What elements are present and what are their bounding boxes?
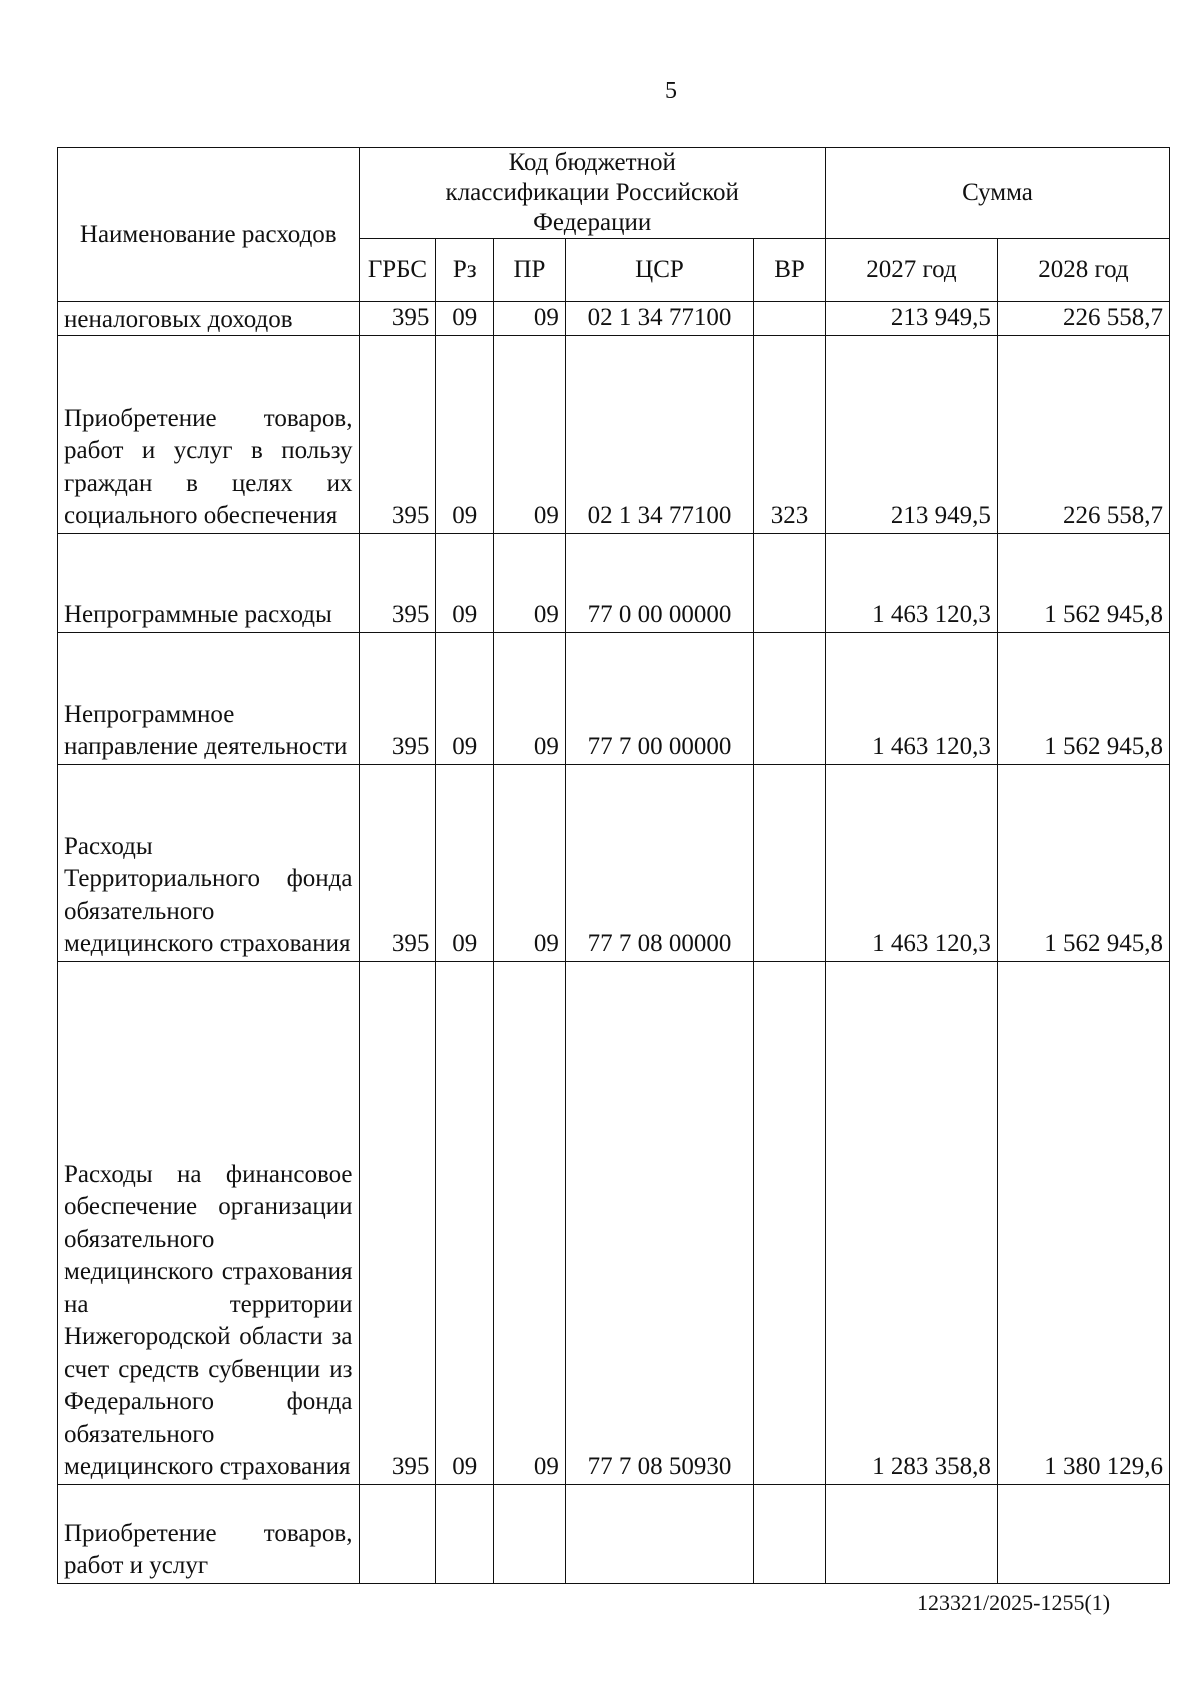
row-pr: 09 bbox=[494, 533, 566, 632]
header-pr: ПР bbox=[494, 239, 566, 302]
row-vr bbox=[754, 302, 826, 336]
row-vr bbox=[754, 632, 826, 764]
header-2028: 2028 год bbox=[997, 239, 1169, 302]
row-vr bbox=[754, 533, 826, 632]
table-row bbox=[58, 302, 1170, 336]
table-row bbox=[58, 335, 1170, 533]
table-row bbox=[58, 533, 1170, 632]
row-csr: 77 7 08 00000 bbox=[565, 764, 753, 961]
row-grbs: 395 bbox=[359, 961, 436, 1484]
row-vr bbox=[754, 1484, 826, 1583]
header-vr: ВР bbox=[754, 239, 826, 302]
table-row bbox=[58, 764, 1170, 961]
row-csr bbox=[565, 1484, 753, 1583]
header-grbs: ГРБС bbox=[359, 239, 436, 302]
row-name: Расходы на финансовое обеспечение организации обязательного медицинского страхования на территории Нижегородской области за счет средств субвенции из Федерального фонда обязательного медицинского страхования bbox=[58, 961, 360, 1484]
row-name: Приобретение товаров, работ и услуг в пользу граждан в целях их социального обеспечения bbox=[58, 335, 360, 533]
row-grbs: 395 bbox=[359, 302, 436, 336]
budget-table bbox=[57, 147, 1170, 1584]
row-2028: 226 558,7 bbox=[997, 335, 1169, 533]
row-csr: 77 7 00 00000 bbox=[565, 632, 753, 764]
row-2027 bbox=[825, 1484, 997, 1583]
row-2028 bbox=[997, 1484, 1169, 1583]
row-pr: 09 bbox=[494, 632, 566, 764]
header-code-group: Код бюджетной классификации Российской Федерации bbox=[359, 148, 825, 239]
header-csr: ЦСР bbox=[565, 239, 753, 302]
row-name: неналоговых доходов bbox=[58, 302, 360, 336]
header-name: Наименование расходов bbox=[58, 148, 360, 302]
document-id: 123321/2025-1255(1) bbox=[917, 1590, 1111, 1615]
row-csr: 02 1 34 77100 bbox=[565, 335, 753, 533]
row-2027: 213 949,5 bbox=[825, 302, 997, 336]
row-pr bbox=[494, 1484, 566, 1583]
row-csr: 77 7 08 50930 bbox=[565, 961, 753, 1484]
row-name: Непрограммные расходы bbox=[58, 533, 360, 632]
row-2027: 213 949,5 bbox=[825, 335, 997, 533]
row-vr: 323 bbox=[754, 335, 826, 533]
row-grbs: 395 bbox=[359, 533, 436, 632]
row-grbs: 395 bbox=[359, 632, 436, 764]
row-grbs: 395 bbox=[359, 764, 436, 961]
row-pr: 09 bbox=[494, 302, 566, 336]
row-vr bbox=[754, 764, 826, 961]
table-row bbox=[58, 961, 1170, 1484]
header-rz: Рз bbox=[436, 239, 494, 302]
row-grbs bbox=[359, 1484, 436, 1583]
row-2027: 1 283 358,8 bbox=[825, 961, 997, 1484]
row-2028: 1 562 945,8 bbox=[997, 533, 1169, 632]
row-pr: 09 bbox=[494, 764, 566, 961]
row-rz: 09 bbox=[436, 764, 494, 961]
row-2027: 1 463 120,3 bbox=[825, 632, 997, 764]
header-sum-group: Сумма bbox=[825, 148, 1169, 239]
row-rz: 09 bbox=[436, 302, 494, 336]
row-rz: 09 bbox=[436, 961, 494, 1484]
header-2027: 2027 год bbox=[825, 239, 997, 302]
row-rz: 09 bbox=[436, 632, 494, 764]
row-pr: 09 bbox=[494, 335, 566, 533]
row-2027: 1 463 120,3 bbox=[825, 764, 997, 961]
row-grbs: 395 bbox=[359, 335, 436, 533]
table-row bbox=[58, 632, 1170, 764]
row-2028: 1 380 129,6 bbox=[997, 961, 1169, 1484]
row-csr: 77 0 00 00000 bbox=[565, 533, 753, 632]
row-vr bbox=[754, 961, 826, 1484]
row-rz: 09 bbox=[436, 335, 494, 533]
row-2028: 226 558,7 bbox=[997, 302, 1169, 336]
row-pr: 09 bbox=[494, 961, 566, 1484]
row-2028: 1 562 945,8 bbox=[997, 764, 1169, 961]
page-number: 5 bbox=[665, 78, 677, 104]
row-rz bbox=[436, 1484, 494, 1583]
row-rz: 09 bbox=[436, 533, 494, 632]
row-name: Непрограммное направление деятельности bbox=[58, 632, 360, 764]
row-name: Приобретение товаров, работ и услуг bbox=[58, 1484, 360, 1583]
row-2027: 1 463 120,3 bbox=[825, 533, 997, 632]
table-row bbox=[58, 1484, 1170, 1583]
row-name: Расходы Территориального фонда обязательного медицинского страхования bbox=[58, 764, 360, 961]
row-2028: 1 562 945,8 bbox=[997, 632, 1169, 764]
row-csr: 02 1 34 77100 bbox=[565, 302, 753, 336]
